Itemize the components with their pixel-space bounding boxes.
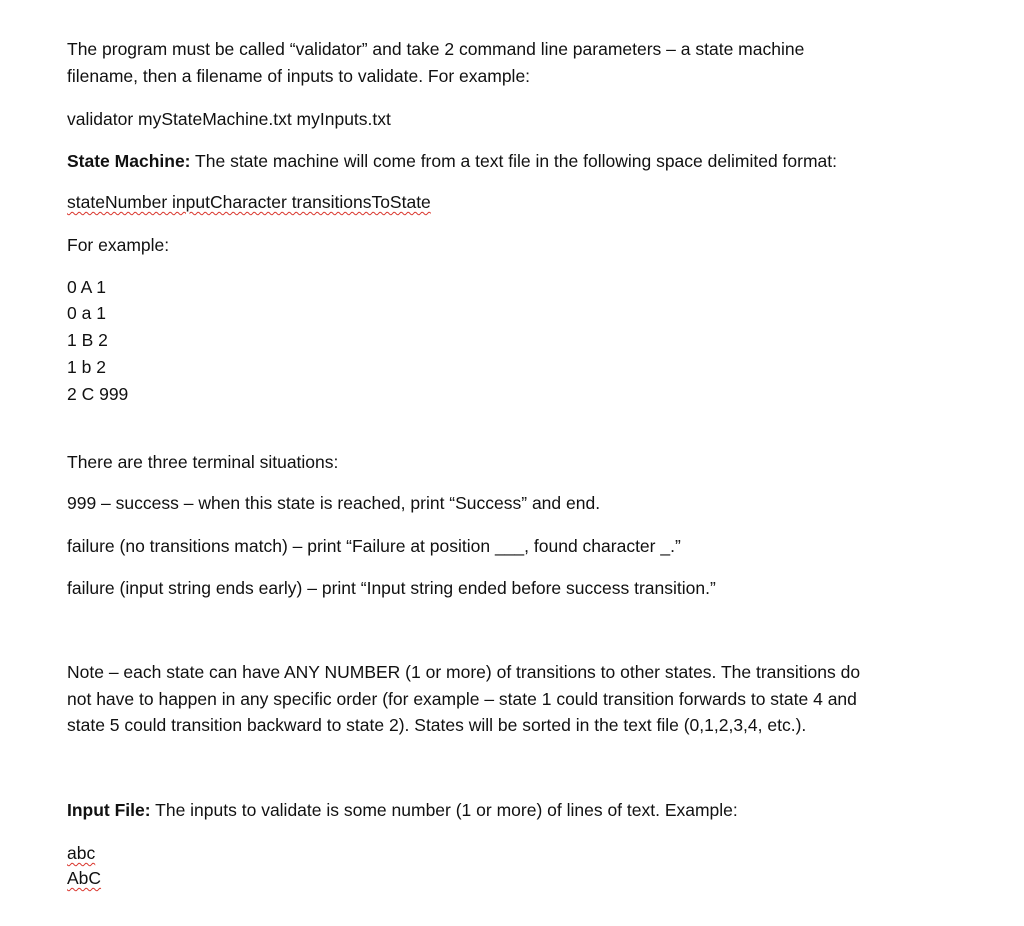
state-example-line: 2 C 999 (67, 384, 129, 404)
note-line-3: state 5 could transition backward to state 2). States will be sorted in the text file (0,1,2,3,4, etc.). (67, 715, 807, 735)
note-line-2: not have to happen in any specific order (for example – state 1 could transition forwards to state 4 and (67, 689, 857, 709)
input-example-text: abc (67, 843, 96, 863)
input-example-text: AbC (67, 868, 102, 888)
format-line (67, 191, 431, 213)
state-example-line: 1 B 2 (67, 330, 108, 350)
state-example-line: 1 b 2 (67, 357, 106, 377)
intro-line-1: The program must be called “validator” and take 2 command line parameters – a state machine (67, 39, 805, 59)
terminal-success: 999 – success – when this state is reached, print “Success” and end. (67, 493, 601, 513)
input-file-paragraph (67, 799, 738, 821)
input-example-line (67, 842, 95, 864)
input-file-heading: Input File: (67, 800, 151, 820)
state-example-line: 0 A 1 (67, 277, 106, 297)
format-spec: stateNumber inputCharacter transitionsToState (67, 192, 431, 212)
terminal-intro: There are three terminal situations: (67, 452, 339, 472)
intro-line-2: filename, then a filename of inputs to validate. For example: (67, 66, 531, 86)
terminal-failure-match: failure (no transitions match) – print “Failure at position ___, found character _.” (67, 536, 681, 556)
terminal-failure-early: failure (input string ends early) – print “Input string ended before success transition.” (67, 578, 716, 598)
state-machine-description: The state machine will come from a text file in the following space delimited format: (190, 151, 837, 171)
note-line-1: Note – each state can have ANY NUMBER (1 or more) of transitions to other states. The transitions do (67, 662, 861, 682)
state-example-line: 0 a 1 (67, 303, 106, 323)
input-file-description: The inputs to validate is some number (1 or more) of lines of text. Example: (150, 800, 738, 820)
state-machine-heading: State Machine: (67, 151, 191, 171)
command-example: validator myStateMachine.txt myInputs.txt (67, 109, 391, 129)
state-machine-paragraph (67, 150, 837, 172)
for-example-label: For example: (67, 235, 170, 255)
input-example-line (67, 867, 101, 889)
